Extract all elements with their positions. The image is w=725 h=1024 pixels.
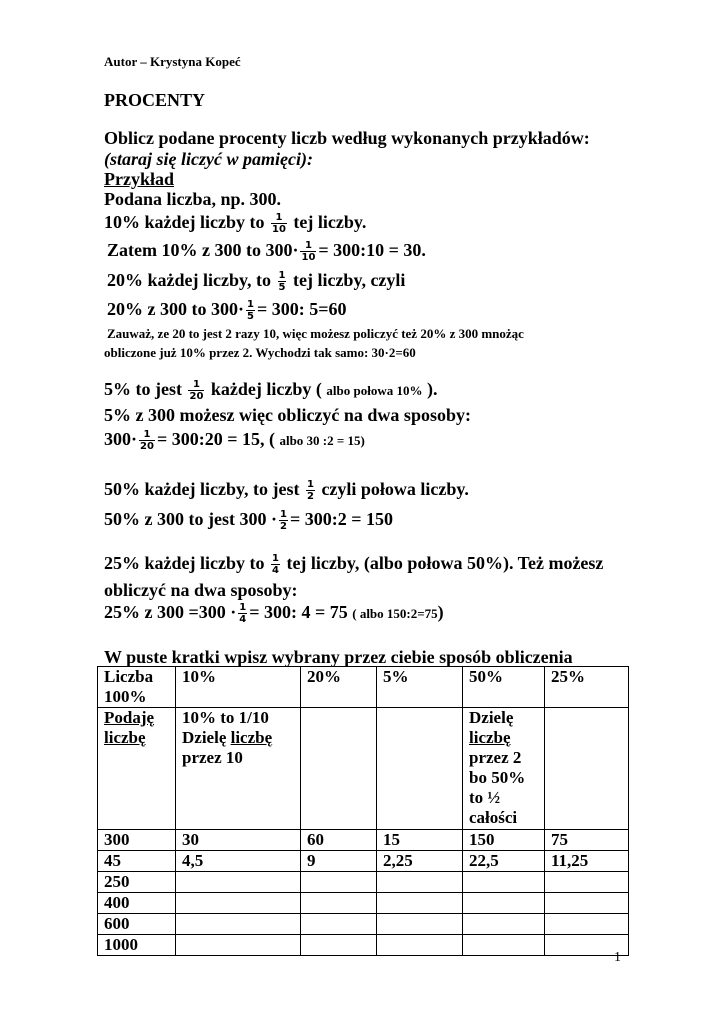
page-number: 1 [614, 950, 621, 965]
instruction-line-1: Oblicz podane procenty liczb według wykonanych przykładów: [104, 128, 590, 148]
number-cell: 300 [98, 830, 176, 851]
fraction-one-twentieth: $\frac{1}{20}$ [189, 379, 204, 403]
answer-cell: 11,25 [545, 851, 629, 872]
table-method-row [98, 708, 629, 830]
answer-cell[interactable] [377, 935, 463, 956]
answer-cell[interactable] [377, 893, 463, 914]
table-row [98, 872, 629, 893]
answer-cell[interactable] [301, 935, 377, 956]
table-row [98, 893, 629, 914]
answer-cell[interactable] [301, 893, 377, 914]
answer-cell[interactable] [463, 914, 545, 935]
table-row [98, 935, 629, 956]
answer-cell: 60 [301, 830, 377, 851]
fifty-percent-example: 50% z 300 to jest 300 · $\frac{1}{2}$ = 300:2 = 150 [104, 509, 393, 533]
table-row [98, 851, 629, 872]
answer-cell: 30 [176, 830, 301, 851]
given-number-line: Podana liczba, np. 300. [104, 189, 282, 209]
answer-cell[interactable] [377, 872, 463, 893]
number-cell: 400 [98, 893, 176, 914]
answer-cell[interactable] [176, 935, 301, 956]
five-percent-methods: 5% z 300 możesz więc obliczyć na dwa sposoby: [104, 405, 471, 425]
header-cell: 5% [377, 667, 463, 708]
five-percent-line: 5% to jest $\frac{1}{20}$ każdej liczby ( albo połowa 10% ). [104, 379, 438, 403]
answer-cell: 4,5 [176, 851, 301, 872]
answer-cell: 2,25 [377, 851, 463, 872]
twenty-five-percent-line: 25% każdej liczby to $\frac{1}{4}$ tej liczby, (albo połowa 50%). Też możesz [104, 553, 604, 577]
fraction-one-half: $\frac{1}{2}$ [279, 509, 287, 533]
method-cell-20[interactable] [301, 708, 377, 830]
answer-cell[interactable] [176, 914, 301, 935]
answer-cell[interactable] [463, 872, 545, 893]
header-cell: Liczba 100% [98, 667, 176, 708]
answer-cell[interactable] [377, 914, 463, 935]
table-row [98, 914, 629, 935]
fraction-one-fifth: $\frac{1}{5}$ [278, 270, 286, 294]
method-cell-25[interactable] [545, 708, 629, 830]
answer-cell: 75 [545, 830, 629, 851]
twenty-percent-line: 20% każdej liczby, to $\frac{1}{5}$ tej liczby, czyli [107, 270, 406, 294]
number-cell: 250 [98, 872, 176, 893]
five-percent-example: 300· $\frac{1}{20}$ = 300:20 = 15, ( albo 30 :2 = 15) [104, 429, 365, 453]
answer-cell: 22,5 [463, 851, 545, 872]
note-line-1: Zauważ, ze 20 to jest 2 razy 10, więc możesz policzyć też 20% z 300 mnożąc [107, 326, 524, 341]
fraction-one-fifth: $\frac{1}{5}$ [247, 299, 254, 323]
fraction-one-tenth: $\frac{1}{10}$ [301, 240, 316, 264]
fraction-one-quarter: $\frac{1}{4}$ [239, 602, 247, 626]
method-cell-5[interactable] [377, 708, 463, 830]
table-instruction: W puste kratki wpisz wybrany przez ciebie sposób obliczenia [104, 647, 573, 667]
fraction-one-twentieth: $\frac{1}{20}$ [140, 429, 154, 453]
header-cell: 25% [545, 667, 629, 708]
answer-cell[interactable] [176, 872, 301, 893]
header-cell: 10% [176, 667, 301, 708]
method-label-cell: Podaję liczbę [98, 708, 176, 830]
answer-cell[interactable] [463, 935, 545, 956]
fraction-one-half: $\frac{1}{2}$ [306, 479, 314, 503]
answer-cell[interactable] [176, 893, 301, 914]
ten-percent-line: 10% każdej liczby to $\frac{1}{10}$ tej liczby. [104, 212, 367, 236]
table-header-row [98, 667, 629, 708]
note-line-2: obliczone już 10% przez 2. Wychodzi tak samo: 30·2=60 [104, 345, 416, 360]
answer-cell: 9 [301, 851, 377, 872]
author-line: Autor – Krystyna Kopeć [104, 54, 241, 69]
twenty-five-percent-methods: obliczyć na dwa sposoby: [104, 580, 298, 600]
percent-table [97, 666, 629, 956]
method-cell-50: Dzielę liczbę przez 2 bo 50% to ½ całości [463, 708, 545, 830]
fraction-one-quarter: $\frac{1}{4}$ [271, 553, 279, 577]
answer-cell: 15 [377, 830, 463, 851]
instruction-line-2: (staraj się liczyć w pamięci): [104, 149, 313, 169]
page-title: PROCENTY [104, 90, 206, 110]
answer-cell[interactable] [545, 914, 629, 935]
number-cell: 1000 [98, 935, 176, 956]
fraction-one-tenth: $\frac{1}{10}$ [271, 212, 286, 236]
twenty-percent-example: 20% z 300 to 300· $\frac{1}{5}$ = 300: 5=60 [107, 299, 347, 323]
header-cell: 20% [301, 667, 377, 708]
number-cell: 45 [98, 851, 176, 872]
twenty-five-percent-example: 25% z 300 =300 · $\frac{1}{4}$ = 300: 4 = 75 ( albo 150:2=75) [104, 602, 444, 626]
answer-cell[interactable] [545, 893, 629, 914]
number-cell: 600 [98, 914, 176, 935]
method-cell-10: 10% to 1/10 Dzielę liczbę przez 10 [176, 708, 301, 830]
answer-cell[interactable] [301, 914, 377, 935]
ten-percent-example: Zatem 10% z 300 to 300· $\frac{1}{10}$ = 300:10 = 30. [107, 240, 426, 264]
example-heading: Przykład [104, 169, 174, 189]
answer-cell[interactable] [463, 893, 545, 914]
answer-cell: 150 [463, 830, 545, 851]
answer-cell[interactable] [545, 872, 629, 893]
answer-cell[interactable] [301, 872, 377, 893]
table-data-rows [98, 830, 629, 956]
fifty-percent-line: 50% każdej liczby, to jest $\frac{1}{2}$ czyli połowa liczby. [104, 479, 469, 503]
header-cell: 50% [463, 667, 545, 708]
table-row [98, 830, 629, 851]
